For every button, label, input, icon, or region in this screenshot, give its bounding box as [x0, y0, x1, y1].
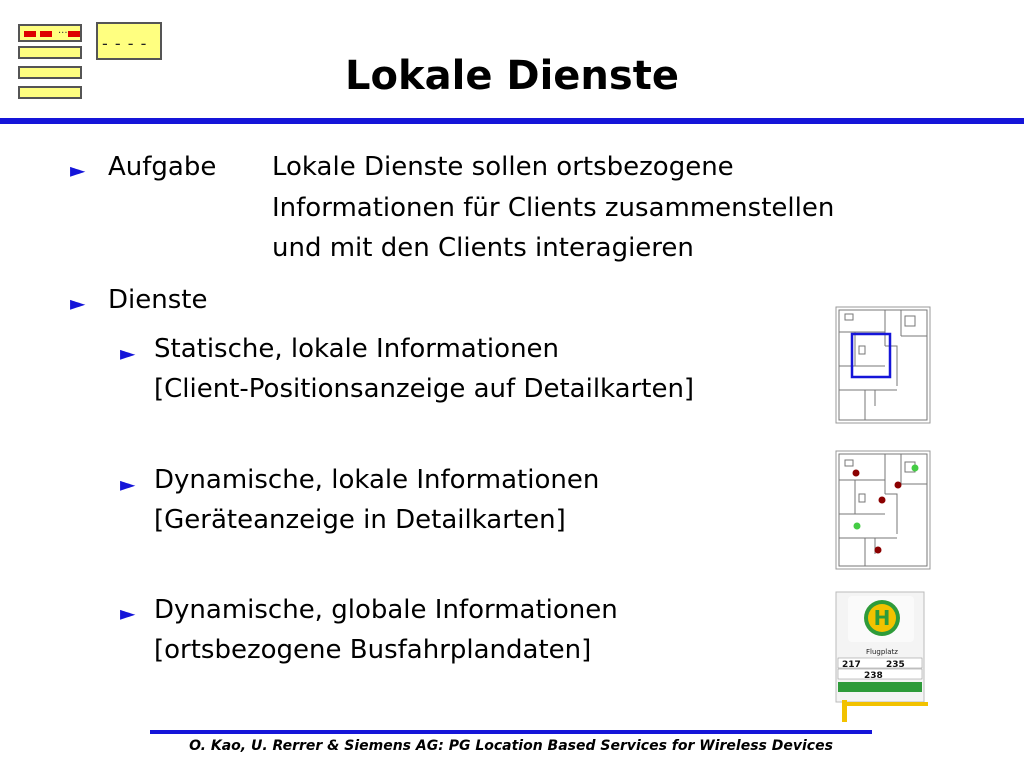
bus-stop-sign-image: [834, 590, 930, 722]
logo-red-mark-2: [40, 31, 52, 37]
sub-item-3-line-2: [ortsbezogene Busfahrplandaten]: [154, 635, 592, 665]
footer-text: O. Kao, U. Rerrer & Siemens AG: PG Location Based Services for Wireless Devices: [189, 738, 833, 754]
logo-dots: ...: [58, 25, 68, 36]
bus-route-2: 235: [886, 660, 905, 670]
sub-item-3-line-1: Dynamische, globale Informationen: [154, 595, 618, 625]
dienste-label: Dienste: [108, 285, 208, 315]
sub-item-1-line-1: Statische, lokale Informationen: [154, 334, 560, 364]
aufgabe-line-2: Informationen für Clients zusammenstellen: [272, 193, 835, 223]
floor-map-position: [835, 306, 931, 424]
device-dot-green: [912, 465, 919, 472]
device-dot-red: [875, 547, 882, 554]
sub-bullet-arrow-icon: ►: [120, 472, 136, 496]
device-dot-green: [854, 523, 861, 530]
logo-red-mark-1: [24, 31, 36, 37]
sub-item-1-line-2: [Client-Positionsanzeige auf Detailkarten]: [154, 374, 695, 404]
footer-line: [150, 730, 872, 734]
aufgabe-line-3: und mit den Clients interagieren: [272, 233, 694, 263]
logo-block-1: [18, 24, 82, 42]
sub-item-2-line-2: [Geräteanzeige in Detailkarten]: [154, 505, 566, 535]
aufgabe-line-1: Lokale Dienste sollen ortsbezogene: [272, 152, 734, 182]
bullet-arrow-icon: ►: [70, 291, 86, 315]
bullet-arrow-icon: ►: [70, 158, 86, 182]
sub-bullet-arrow-icon: ►: [120, 601, 136, 625]
logo-dash-text: - - - -: [102, 34, 148, 53]
aufgabe-label: Aufgabe: [108, 152, 217, 182]
device-dot-red: [879, 497, 886, 504]
bus-route-3: 238: [864, 671, 883, 681]
title-underline: [0, 118, 1024, 124]
logo-red-mark-3: [68, 31, 80, 37]
floor-map-devices: [835, 450, 931, 570]
sub-item-2-line-1: Dynamische, lokale Informationen: [154, 465, 600, 495]
device-dot-red: [895, 482, 902, 489]
device-dot-red: [853, 470, 860, 477]
bus-route-1: 217: [842, 660, 861, 670]
bus-stop-name: Flugplatz: [866, 648, 898, 656]
page-title: Lokale Dienste: [345, 53, 679, 99]
bus-symbol: H: [873, 606, 891, 630]
sub-bullet-arrow-icon: ►: [120, 341, 136, 365]
